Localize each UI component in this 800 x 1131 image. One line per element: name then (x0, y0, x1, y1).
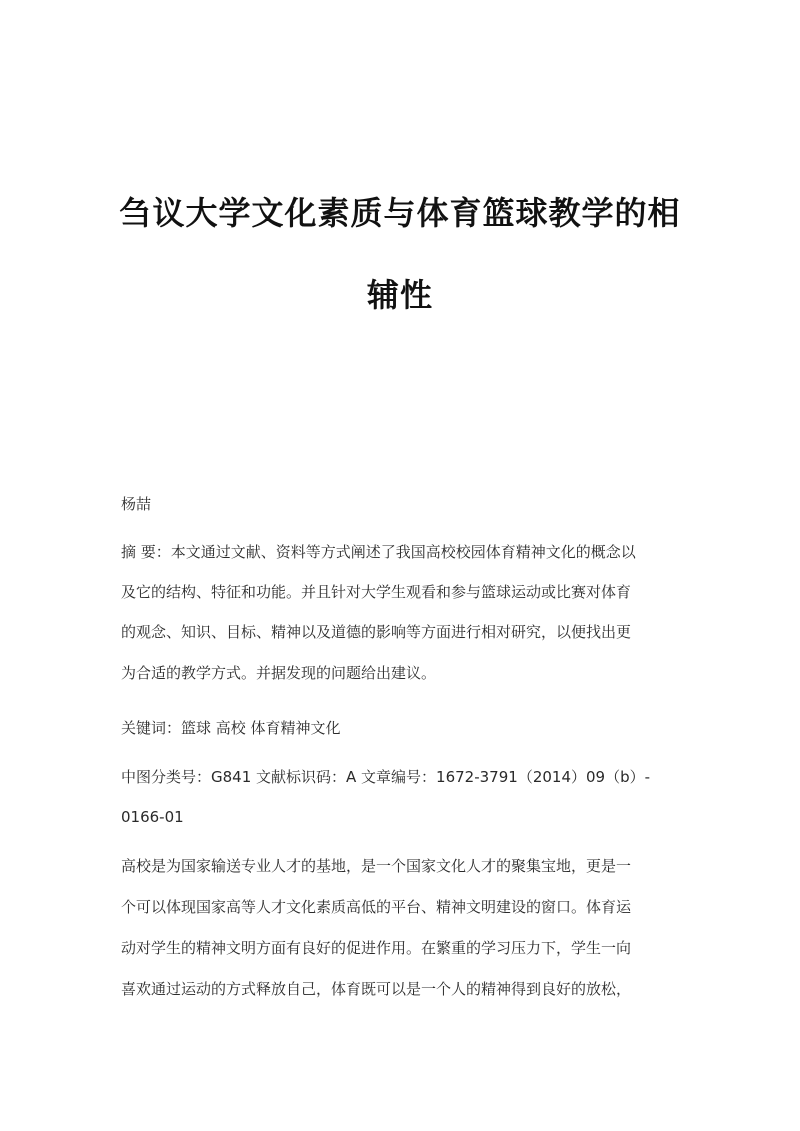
body-line-1: 高校是为国家输送专业人才的基地，是一个国家文化人才的聚集宝地，更是一 (121, 857, 632, 875)
classification-line-1: 中图分类号：G841 文献标识码：A 文章编号：1672-3791（2014）09（b）- (121, 768, 651, 786)
body-line-4: 喜欢通过运动的方式释放自己，体育既可以是一个人的精神得到良好的放松， (121, 980, 632, 998)
document-title-line-2: 辅性 (366, 276, 433, 314)
body-line-2: 个可以体现国家高等人才文化素质高低的平台、精神文明建设的窗口。体育运 (121, 898, 632, 916)
document-title-line-1: 刍议大学文化素质与体育篮球教学的相 (119, 194, 681, 232)
abstract-line-3: 的观念、知识、目标、精神以及道德的影响等方面进行相对研究，以便找出更 (121, 623, 632, 641)
abstract-line-2: 及它的结构、特征和功能。并且针对大学生观看和参与篮球运动或比赛对体育 (121, 583, 632, 601)
classification-line-2: 0166-01 (121, 808, 184, 826)
author-name: 杨喆 (121, 495, 152, 513)
abstract-line-4: 为合适的教学方式。并据发现的问题给出建议。 (121, 664, 437, 682)
body-line-3: 动对学生的精神文明方面有良好的促进作用。在繁重的学习压力下，学生一向 (121, 939, 632, 957)
abstract-line-1: 摘 要：本文通过文献、资料等方式阐述了我国高校校园体育精神文化的概念以 (121, 543, 636, 561)
keywords: 关键词：篮球 高校 体育精神文化 (121, 719, 341, 737)
